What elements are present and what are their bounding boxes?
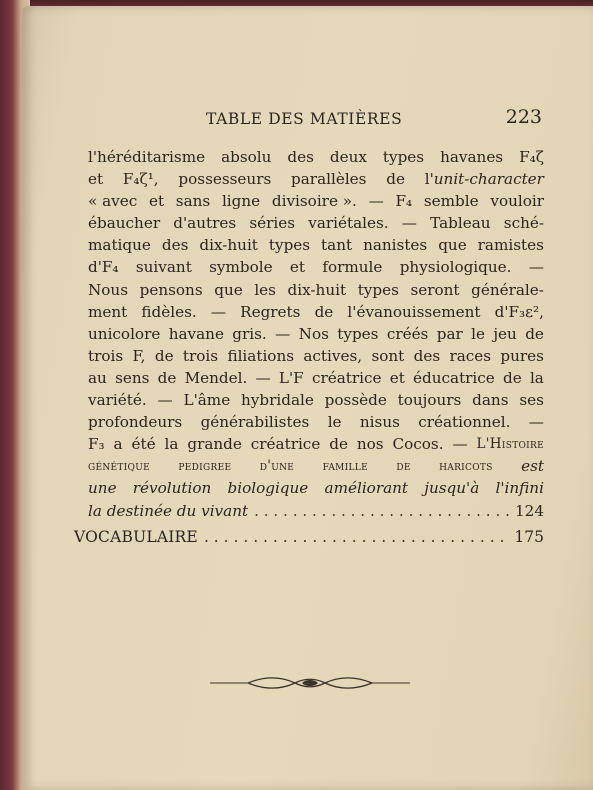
toc-line: Nous pensons que les dix-huit types seront générale-	[88, 280, 544, 299]
toc-line: l'héréditarisme absolu des deux types havanes F₄ζ	[88, 148, 544, 166]
toc-line: et F₄ζ¹, possesseurs parallèles de l'unit-character	[88, 170, 544, 189]
leader-dots	[204, 528, 508, 546]
vocabulary-page: 175	[514, 528, 544, 546]
toc-entry-page: 124	[515, 501, 544, 520]
toc-line: matique des dix-huit types tant nanistes que ramistes	[88, 236, 544, 255]
fleuron-divider-icon	[210, 672, 410, 694]
running-header	[206, 104, 542, 134]
toc-line: trois F, de trois filiations actives, sont des races pures	[88, 346, 544, 365]
toc-line: au sens de Mendel. — L'F créatrice et éducatrice de la	[88, 368, 544, 387]
toc-entry	[88, 146, 544, 522]
toc-line: génétique pedigree d'une famille de haricots est	[88, 457, 544, 476]
toc-line: variété. — L'âme hybridale possède toujours dans ses	[88, 391, 544, 410]
running-title: TABLE DES MATIÈRES	[206, 110, 403, 128]
vocabulary-label: VOCABULAIRE	[74, 528, 198, 546]
toc-line: « avec et sans ligne divisoire ». — F₄ semble vouloir	[88, 192, 544, 211]
toc-line: une révolution biologique améliorant jusqu'à l'infini	[88, 479, 544, 498]
toc-line: ébaucher d'autres séries variétales. — Tableau sché-	[88, 214, 544, 233]
toc-line: d'F₄ suivant symbole et formule physiologique. —	[88, 258, 544, 277]
toc-entry-tail: la destinée du vivant	[88, 501, 249, 520]
toc-line: F₃ a été la grande créatrice de nos Cocos. — L'Histoire	[88, 435, 544, 454]
page-number: 223	[505, 106, 542, 128]
toc-line: profondeurs générabilistes le nisus créationnel. —	[88, 413, 544, 432]
toc-line: unicolore havane gris. — Nos types créés par le jeu de	[88, 324, 544, 343]
leader-dots	[254, 500, 509, 522]
toc-line-final	[88, 500, 544, 522]
toc-entry-vocabulary	[74, 528, 544, 546]
toc-line: ment fidèles. — Regrets de l'évanouissement d'F₃ε²,	[88, 302, 544, 321]
